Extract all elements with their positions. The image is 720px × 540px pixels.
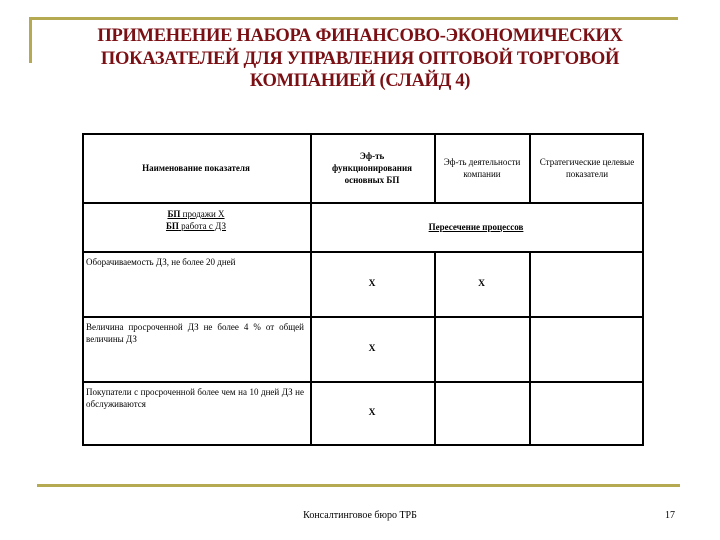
table-col-line-3-header <box>529 133 531 203</box>
title-line-3: КОМПАНИЕЙ (СЛАЙД 4) <box>249 71 471 91</box>
header-company-efficiency: Эф-ть деятельности компании <box>443 157 521 179</box>
header-bp-efficiency: Эф-ть функционирования основных БП <box>332 151 412 185</box>
row-3-mark-bp: Х <box>368 408 376 418</box>
header-strategic-targets: Стратегические целевые показатели <box>539 157 635 179</box>
title-line-1: ПРИМЕНЕНИЕ НАБОРА ФИНАНСОВО-ЭКОНОМИЧЕСКИХ <box>97 26 623 46</box>
decorative-top-rule <box>30 17 678 20</box>
footer-company: Консалтинговое бюро ТРБ <box>303 510 417 521</box>
row-1-mark-company: Х <box>478 279 485 289</box>
indicators-table <box>82 133 644 446</box>
process-sales: БП продажи Х <box>167 209 225 219</box>
row-1-indicator: Оборачиваемость ДЗ, не более 20 дней <box>86 257 236 267</box>
row-1-mark-bp: Х <box>368 279 376 289</box>
table-line-process-bottom <box>82 251 644 253</box>
table-col-line-3-body <box>529 251 531 446</box>
slide-title <box>40 25 680 93</box>
table-border-right <box>642 133 644 446</box>
table-border-bottom <box>82 444 644 446</box>
decorative-left-rule <box>29 17 32 63</box>
header-indicator-name: Наименование показателя <box>142 163 250 173</box>
title-line-2: ПОКАЗАТЕЛЕЙ ДЛЯ УПРАВЛЕНИЯ ОПТОВОЙ ТОРГОВОЙ <box>100 48 620 69</box>
decorative-bottom-rule <box>37 484 680 487</box>
process-intersection-label: Пересечение процессов <box>428 222 524 232</box>
row-2-indicator: Величина просроченной ДЗ не более 4 % от общей величины ДЗ <box>86 322 304 344</box>
process-receivables: БП работа с ДЗ <box>165 221 227 231</box>
table-col-line-2-header <box>434 133 436 203</box>
table-line-row2-bottom <box>82 381 644 383</box>
slide-number: 17 <box>665 510 675 521</box>
process-list <box>82 208 310 232</box>
row-3-indicator: Покупатели с просроченной более чем на 10 дней ДЗ не обслуживаются <box>86 387 304 409</box>
table-line-row1-bottom <box>82 316 644 318</box>
row-2-mark-bp: Х <box>368 344 376 354</box>
